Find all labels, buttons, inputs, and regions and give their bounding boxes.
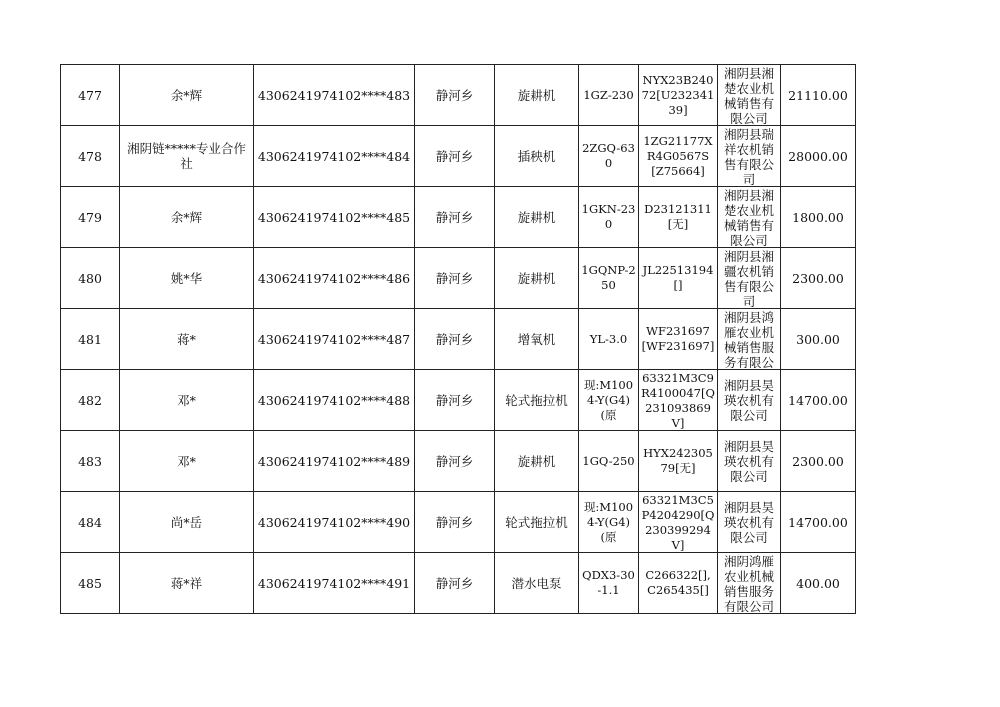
cell-text-dealer: 湘阴县瑞祥农机销售有限公司: [723, 127, 774, 185]
cell-text-serial: NYX23B24072[U23234139]: [641, 72, 715, 117]
cell-no: [61, 492, 120, 553]
cell-text-name: 邓*: [177, 392, 196, 408]
subsidy-table: [60, 64, 856, 614]
cell-serial: [639, 309, 718, 370]
cell-text-no: 478: [78, 148, 102, 164]
cell-text-serial: C266322[],C265435[]: [645, 568, 711, 597]
cell-text-machine: 增氧机: [517, 331, 556, 347]
cell-dealer: [718, 553, 781, 614]
cell-text-dealer: 湘阴县昊瑛农机有限公司: [723, 499, 774, 545]
cell-name: [120, 309, 254, 370]
cell-text-machine: 旋耕机: [517, 87, 556, 103]
cell-text-machine: 旋耕机: [517, 453, 556, 469]
table-row: [61, 126, 856, 187]
cell-amount: [781, 126, 856, 187]
cell-model: [579, 492, 639, 553]
cell-text-model: 1GQNP-250: [581, 263, 636, 292]
cell-text-dealer: 湘阴县鸿雁农业机械销售服务有限公: [723, 310, 774, 368]
cell-text-id: 4306241974102****484: [257, 148, 411, 164]
cell-text-name: 湘阴链*****专业合作社: [127, 141, 246, 171]
cell-text-serial: 63321M3C5P4204290[Q230399294V]: [641, 493, 715, 551]
cell-id: [254, 248, 415, 309]
cell-text-serial: D23121311[无]: [644, 202, 712, 231]
cell-text-model: 现:M1004-Y(G4)(原: [583, 499, 634, 544]
cell-text-town: 静河乡: [435, 575, 474, 591]
cell-text-no: 485: [78, 575, 102, 591]
cell-text-town: 静河乡: [435, 87, 474, 103]
cell-text-dealer: 湘阴县湘楚农业机械销售有限公司: [723, 66, 774, 124]
cell-text-town: 静河乡: [435, 209, 474, 225]
cell-text-serial: WF231697[WF231697]: [641, 324, 715, 353]
cell-text-model: 现:M1004-Y(G4)(原: [583, 377, 634, 422]
table-row: [61, 553, 856, 614]
cell-machine: [495, 553, 579, 614]
cell-serial: [639, 65, 718, 126]
cell-serial: [639, 492, 718, 553]
cell-dealer: [718, 248, 781, 309]
cell-dealer: [718, 187, 781, 248]
cell-text-name: 余*辉: [170, 87, 203, 103]
cell-amount: [781, 187, 856, 248]
cell-machine: [495, 309, 579, 370]
cell-text-no: 479: [78, 209, 102, 225]
cell-dealer: [718, 126, 781, 187]
cell-text-town: 静河乡: [435, 392, 474, 408]
cell-machine: [495, 492, 579, 553]
cell-serial: [639, 187, 718, 248]
table-row: [61, 65, 856, 126]
cell-amount: [781, 553, 856, 614]
cell-amount: [781, 431, 856, 492]
cell-text-name: 蒋*: [177, 331, 196, 347]
cell-dealer: [718, 492, 781, 553]
cell-text-id: 4306241974102****488: [257, 392, 411, 408]
cell-town: [415, 248, 495, 309]
cell-amount: [781, 248, 856, 309]
cell-town: [415, 370, 495, 431]
cell-name: [120, 553, 254, 614]
table-row: [61, 431, 856, 492]
cell-id: [254, 187, 415, 248]
cell-text-model: 1GKN-230: [581, 202, 636, 231]
cell-name: [120, 65, 254, 126]
cell-text-machine: 轮式拖拉机: [505, 514, 568, 530]
cell-text-id: 4306241974102****487: [257, 331, 411, 347]
cell-no: [61, 309, 120, 370]
table-row: [61, 248, 856, 309]
cell-text-town: 静河乡: [435, 514, 474, 530]
cell-text-amount: 14700.00: [788, 514, 848, 530]
cell-text-amount: 14700.00: [788, 392, 848, 408]
cell-id: [254, 492, 415, 553]
cell-town: [415, 65, 495, 126]
cell-no: [61, 187, 120, 248]
cell-id: [254, 65, 415, 126]
cell-amount: [781, 65, 856, 126]
cell-text-amount: 400.00: [796, 575, 840, 591]
cell-text-name: 姚*华: [170, 270, 203, 286]
cell-name: [120, 248, 254, 309]
cell-text-machine: 轮式拖拉机: [505, 392, 568, 408]
table-row: [61, 309, 856, 370]
cell-id: [254, 309, 415, 370]
cell-text-amount: 28000.00: [788, 148, 848, 164]
cell-dealer: [718, 370, 781, 431]
cell-text-dealer: 湘阴县昊瑛农机有限公司: [723, 438, 774, 484]
cell-serial: [639, 370, 718, 431]
cell-machine: [495, 248, 579, 309]
cell-machine: [495, 431, 579, 492]
cell-name: [120, 187, 254, 248]
cell-text-no: 483: [78, 453, 102, 469]
cell-text-town: 静河乡: [435, 453, 474, 469]
cell-text-id: 4306241974102****491: [257, 575, 411, 591]
cell-text-machine: 旋耕机: [517, 270, 556, 286]
cell-text-name: 邓*: [177, 453, 196, 469]
cell-model: [579, 309, 639, 370]
cell-text-name: 蒋*祥: [170, 575, 203, 591]
cell-text-town: 静河乡: [435, 331, 474, 347]
cell-text-model: 1GZ-230: [583, 87, 634, 102]
cell-id: [254, 126, 415, 187]
cell-text-serial: HYX24230579[无]: [643, 446, 713, 475]
cell-text-town: 静河乡: [435, 270, 474, 286]
cell-model: [579, 126, 639, 187]
cell-text-model: QDX3-30-1.1: [582, 568, 635, 597]
cell-amount: [781, 309, 856, 370]
cell-town: [415, 553, 495, 614]
cell-no: [61, 553, 120, 614]
cell-text-amount: 21110.00: [788, 87, 848, 103]
cell-text-no: 477: [78, 87, 102, 103]
cell-machine: [495, 370, 579, 431]
cell-text-model: 2ZGQ-630: [582, 141, 635, 170]
cell-text-id: 4306241974102****486: [257, 270, 411, 286]
cell-text-machine: 旋耕机: [517, 209, 556, 225]
cell-text-id: 4306241974102****489: [257, 453, 411, 469]
cell-text-no: 484: [78, 514, 102, 530]
cell-text-machine: 插秧机: [517, 148, 556, 164]
cell-model: [579, 553, 639, 614]
cell-name: [120, 370, 254, 431]
cell-no: [61, 248, 120, 309]
cell-text-serial: 63321M3C9R4100047[Q231093869V]: [641, 371, 715, 429]
cell-model: [579, 248, 639, 309]
cell-no: [61, 431, 120, 492]
cell-id: [254, 370, 415, 431]
cell-model: [579, 187, 639, 248]
cell-town: [415, 492, 495, 553]
table-row: [61, 492, 856, 553]
cell-text-no: 480: [78, 270, 102, 286]
cell-text-amount: 300.00: [796, 331, 840, 347]
cell-id: [254, 553, 415, 614]
cell-text-model: 1GQ-250: [582, 453, 635, 468]
cell-town: [415, 126, 495, 187]
cell-town: [415, 187, 495, 248]
cell-text-dealer: 湘阴县湘疆农机销售有限公司: [723, 249, 774, 307]
cell-text-no: 482: [78, 392, 102, 408]
cell-text-amount: 2300.00: [792, 270, 844, 286]
cell-model: [579, 431, 639, 492]
cell-text-model: YL-3.0: [589, 331, 628, 346]
cell-town: [415, 431, 495, 492]
table-row: [61, 187, 856, 248]
cell-text-amount: 1800.00: [792, 209, 844, 225]
cell-text-name: 余*辉: [170, 209, 203, 225]
cell-text-dealer: 湘阴鸿雁农业机械销售服务有限公司: [723, 554, 774, 612]
cell-text-name: 尚*岳: [170, 514, 203, 530]
cell-text-amount: 2300.00: [792, 453, 844, 469]
cell-no: [61, 370, 120, 431]
cell-machine: [495, 65, 579, 126]
cell-serial: [639, 553, 718, 614]
cell-id: [254, 431, 415, 492]
cell-text-dealer: 湘阴县湘楚农业机械销售有限公司: [723, 188, 774, 246]
cell-amount: [781, 370, 856, 431]
cell-town: [415, 309, 495, 370]
cell-dealer: [718, 65, 781, 126]
cell-serial: [639, 248, 718, 309]
cell-name: [120, 492, 254, 553]
cell-dealer: [718, 431, 781, 492]
cell-text-town: 静河乡: [435, 148, 474, 164]
cell-dealer: [718, 309, 781, 370]
cell-text-machine: 潜水电泵: [511, 575, 562, 591]
cell-model: [579, 65, 639, 126]
cell-no: [61, 126, 120, 187]
cell-machine: [495, 187, 579, 248]
cell-name: [120, 431, 254, 492]
cell-serial: [639, 431, 718, 492]
cell-serial: [639, 126, 718, 187]
cell-text-id: 4306241974102****490: [257, 514, 411, 530]
cell-no: [61, 65, 120, 126]
cell-name: [120, 126, 254, 187]
table-row: [61, 370, 856, 431]
cell-text-id: 4306241974102****485: [257, 209, 411, 225]
cell-machine: [495, 126, 579, 187]
cell-text-serial: JL22513194[]: [642, 263, 714, 292]
cell-model: [579, 370, 639, 431]
cell-text-id: 4306241974102****483: [257, 87, 411, 103]
cell-amount: [781, 492, 856, 553]
cell-text-dealer: 湘阴县昊瑛农机有限公司: [723, 377, 774, 423]
cell-text-serial: 1ZG21177XR4G0567S[Z75664]: [643, 133, 713, 178]
cell-text-no: 481: [78, 331, 102, 347]
